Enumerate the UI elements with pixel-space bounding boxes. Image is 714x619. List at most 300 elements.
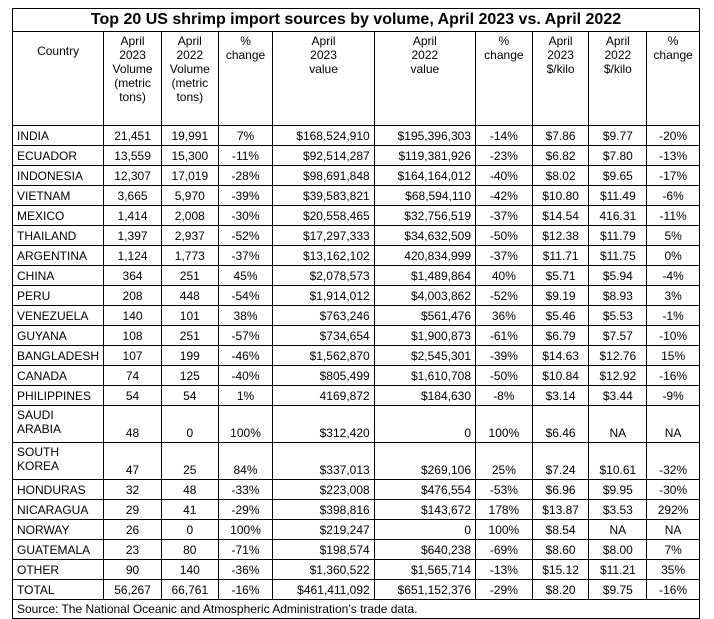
table-row <box>13 146 700 166</box>
volume-change-cell: -39% <box>218 186 273 206</box>
volume-2022-cell: 19,991 <box>161 126 218 146</box>
kilo-2022-cell: $10.61 <box>589 443 647 480</box>
value-change-cell: 178% <box>476 500 533 520</box>
header-kilo-2023 <box>532 32 589 126</box>
kilo-change-cell: 3% <box>647 286 700 306</box>
kilo-change-cell: 35% <box>647 560 700 580</box>
header-line: April <box>412 34 437 48</box>
kilo-2022-cell: $9.77 <box>589 126 647 146</box>
value-2023-cell: $1,914,012 <box>273 286 374 306</box>
volume-change-cell: 45% <box>218 266 273 286</box>
kilo-change-cell: 5% <box>647 226 700 246</box>
kilo-change-cell: -6% <box>647 186 700 206</box>
shrimp-import-table-container <box>12 8 700 619</box>
value-2023-cell: $337,013 <box>273 443 374 480</box>
country-name-line: MEXICO <box>17 208 65 223</box>
header-value-change <box>476 32 533 126</box>
value-change-cell: -61% <box>476 326 533 346</box>
kilo-2023-cell: $5.71 <box>532 266 589 286</box>
header-volume-change <box>218 32 273 126</box>
table-row <box>13 500 700 520</box>
value-2022-cell: $561,476 <box>374 306 475 326</box>
kilo-change-cell: -13% <box>647 146 700 166</box>
country-name-line: CANADA <box>17 368 68 383</box>
kilo-2023-cell: $14.63 <box>532 346 589 366</box>
table-row <box>13 326 700 346</box>
volume-2023-cell: 140 <box>104 306 162 326</box>
country-cell <box>13 306 104 326</box>
header-line: change <box>225 48 266 62</box>
table-row <box>13 126 700 146</box>
volume-2023-cell: 32 <box>104 480 162 500</box>
volume-change-cell: -40% <box>218 366 273 386</box>
kilo-2022-cell: $7.80 <box>589 146 647 166</box>
kilo-2022-cell: $12.92 <box>589 366 647 386</box>
volume-2022-cell: 25 <box>161 443 218 480</box>
value-2023-cell: $312,420 <box>273 406 374 443</box>
table-body <box>13 126 700 600</box>
volume-2022-cell: 125 <box>161 366 218 386</box>
value-change-cell: -40% <box>476 166 533 186</box>
value-2022-cell: $143,672 <box>374 500 475 520</box>
table-row <box>13 443 700 480</box>
value-2022-cell: $651,152,376 <box>374 580 475 600</box>
volume-change-cell: -29% <box>218 500 273 520</box>
shrimp-import-table <box>12 8 700 619</box>
volume-2023-cell: 47 <box>104 443 162 480</box>
country-cell <box>13 326 104 346</box>
header-line: April <box>605 34 630 48</box>
volume-2023-cell: 108 <box>104 326 162 346</box>
volume-2022-cell: 0 <box>161 406 218 443</box>
value-2023-cell: $39,583,821 <box>273 186 374 206</box>
country-cell <box>13 560 104 580</box>
value-change-cell: -50% <box>476 366 533 386</box>
value-change-cell: 100% <box>476 520 533 540</box>
volume-2022-cell: 15,300 <box>161 146 218 166</box>
value-2023-cell: $734,654 <box>273 326 374 346</box>
kilo-change-cell: -16% <box>647 366 700 386</box>
header-line: 2022 <box>411 48 439 62</box>
kilo-change-cell: -32% <box>647 443 700 480</box>
header-line: change <box>653 48 693 62</box>
value-2022-cell: $1,900,873 <box>374 326 475 346</box>
table-row <box>13 580 700 600</box>
value-change-cell: -53% <box>476 480 533 500</box>
volume-2022-cell: 448 <box>161 286 218 306</box>
volume-2023-cell: 90 <box>104 560 162 580</box>
header-line: April <box>177 34 202 48</box>
value-change-cell: -13% <box>476 560 533 580</box>
country-name-line: PHILIPPINES <box>17 388 92 403</box>
volume-2023-cell: 29 <box>104 500 162 520</box>
value-2022-cell: $1,565,714 <box>374 560 475 580</box>
country-name-line: INDONESIA <box>17 168 84 183</box>
table-row <box>13 206 700 226</box>
volume-2023-cell: 3,665 <box>104 186 162 206</box>
volume-2022-cell: 17,019 <box>161 166 218 186</box>
volume-change-cell: -71% <box>218 540 273 560</box>
volume-2022-cell: 2,008 <box>161 206 218 226</box>
header-kilo-2022 <box>589 32 647 126</box>
country-cell <box>13 500 104 520</box>
table-row <box>13 406 700 443</box>
country-name-line: NORWAY <box>17 522 70 537</box>
table-row <box>13 480 700 500</box>
kilo-change-cell: -1% <box>647 306 700 326</box>
header-line: 2022 <box>604 48 632 62</box>
value-2022-cell: $32,756,519 <box>374 206 475 226</box>
country-name-line: CHINA <box>17 268 55 283</box>
header-line: % <box>667 34 679 48</box>
kilo-2022-cell: $9.75 <box>589 580 647 600</box>
kilo-2022-cell: $11.79 <box>589 226 647 246</box>
volume-2023-cell: 1,124 <box>104 246 162 266</box>
kilo-2023-cell: $8.54 <box>532 520 589 540</box>
value-2022-cell: $4,003,862 <box>374 286 475 306</box>
volume-2022-cell: 199 <box>161 346 218 366</box>
volume-change-cell: -57% <box>218 326 273 346</box>
column-header-row <box>13 32 700 126</box>
kilo-2023-cell: $10.84 <box>532 366 589 386</box>
value-2023-cell: $223,008 <box>273 480 374 500</box>
header-country <box>13 32 104 126</box>
country-name-line: BANGLADESH <box>17 348 100 363</box>
kilo-2022-cell: NA <box>589 520 647 540</box>
kilo-change-cell: 7% <box>647 540 700 560</box>
country-cell <box>13 266 104 286</box>
volume-change-cell: 100% <box>218 520 273 540</box>
kilo-change-cell: -20% <box>647 126 700 146</box>
kilo-2023-cell: $8.02 <box>532 166 589 186</box>
table-row <box>13 166 700 186</box>
volume-change-cell: -33% <box>218 480 273 500</box>
kilo-2022-cell: $8.93 <box>589 286 647 306</box>
header-line: 2022 <box>176 48 204 62</box>
kilo-2022-cell: $8.00 <box>589 540 647 560</box>
header-line: Volume <box>169 62 210 76</box>
header-line: Country <box>37 44 80 58</box>
volume-2023-cell: 48 <box>104 406 162 443</box>
kilo-2023-cell: $6.96 <box>532 480 589 500</box>
volume-change-cell: -37% <box>218 246 273 266</box>
header-volume-2022 <box>161 32 218 126</box>
country-name-line: PERU <box>17 288 51 303</box>
value-2023-cell: $461,411,092 <box>273 580 374 600</box>
kilo-2023-cell: $15.12 <box>532 560 589 580</box>
country-name-line: ARABIA <box>17 422 62 436</box>
value-2023-cell: $2,078,573 <box>273 266 374 286</box>
header-line: 2023 <box>119 48 146 62</box>
header-kilo-change <box>647 32 700 126</box>
table-row <box>13 186 700 206</box>
volume-2022-cell: 54 <box>161 386 218 406</box>
country-cell <box>13 580 104 600</box>
value-2022-cell: $184,630 <box>374 386 475 406</box>
value-2023-cell: $98,691,848 <box>273 166 374 186</box>
table-row <box>13 246 700 266</box>
kilo-2023-cell: $8.20 <box>532 580 589 600</box>
volume-change-cell: -36% <box>218 560 273 580</box>
kilo-change-cell: 15% <box>647 346 700 366</box>
value-change-cell: -37% <box>476 246 533 266</box>
kilo-change-cell: -16% <box>647 580 700 600</box>
country-name-line: KOREA <box>17 459 60 473</box>
value-2022-cell: $195,396,303 <box>374 126 475 146</box>
value-2023-cell: $805,499 <box>273 366 374 386</box>
kilo-2023-cell: $3.14 <box>532 386 589 406</box>
header-line: (metric <box>114 76 151 90</box>
country-cell <box>13 480 104 500</box>
volume-change-cell: -16% <box>218 580 273 600</box>
value-change-cell: 25% <box>476 443 533 480</box>
country-cell <box>13 126 104 146</box>
volume-2022-cell: 251 <box>161 266 218 286</box>
kilo-change-cell: 292% <box>647 500 700 520</box>
header-line: April <box>120 34 145 48</box>
volume-2023-cell: 23 <box>104 540 162 560</box>
volume-2022-cell: 251 <box>161 326 218 346</box>
volume-2023-cell: 12,307 <box>104 166 162 186</box>
volume-2023-cell: 74 <box>104 366 162 386</box>
value-2023-cell: 4169,872 <box>273 386 374 406</box>
volume-2023-cell: 107 <box>104 346 162 366</box>
volume-2022-cell: 48 <box>161 480 218 500</box>
volume-2023-cell: 1,414 <box>104 206 162 226</box>
header-volume-2023 <box>104 32 162 126</box>
country-name-line: ARGENTINA <box>17 248 88 263</box>
value-2022-cell: $68,594,110 <box>374 186 475 206</box>
kilo-2023-cell: $13.87 <box>532 500 589 520</box>
header-value-2023 <box>273 32 374 126</box>
table-row <box>13 560 700 580</box>
country-name-line: HONDURAS <box>17 482 86 497</box>
kilo-2022-cell: $5.53 <box>589 306 647 326</box>
country-cell <box>13 246 104 266</box>
header-line: (metric <box>171 76 209 90</box>
volume-change-cell: 1% <box>218 386 273 406</box>
volume-change-cell: 7% <box>218 126 273 146</box>
kilo-2023-cell: $14.54 <box>532 206 589 226</box>
country-name-line: GUATEMALA <box>17 542 91 557</box>
volume-2022-cell: 101 <box>161 306 218 326</box>
volume-change-cell: -11% <box>218 146 273 166</box>
volume-2022-cell: 0 <box>161 520 218 540</box>
header-line: 2023 <box>547 48 574 62</box>
value-2022-cell: $2,545,301 <box>374 346 475 366</box>
kilo-2023-cell: $5.46 <box>532 306 589 326</box>
table-row <box>13 226 700 246</box>
kilo-2023-cell: $7.24 <box>532 443 589 480</box>
header-line: $/kilo <box>603 62 632 76</box>
country-cell <box>13 286 104 306</box>
volume-2022-cell: 66,761 <box>161 580 218 600</box>
value-2022-cell: $640,238 <box>374 540 475 560</box>
kilo-2023-cell: $10.80 <box>532 186 589 206</box>
value-change-cell: -39% <box>476 346 533 366</box>
kilo-2022-cell: $11.75 <box>589 246 647 266</box>
value-change-cell: -52% <box>476 286 533 306</box>
table-row <box>13 346 700 366</box>
header-line: April <box>311 34 336 48</box>
volume-change-cell: 38% <box>218 306 273 326</box>
table-row <box>13 266 700 286</box>
country-cell <box>13 406 104 443</box>
header-line: % <box>240 34 251 48</box>
value-2023-cell: $398,816 <box>273 500 374 520</box>
value-2022-cell: $119,381,926 <box>374 146 475 166</box>
table-row <box>13 386 700 406</box>
value-2023-cell: $20,558,465 <box>273 206 374 226</box>
country-name-line: SOUTH <box>17 445 59 459</box>
value-2023-cell: $1,562,870 <box>273 346 374 366</box>
value-2023-cell: $1,360,522 <box>273 560 374 580</box>
kilo-change-cell: 0% <box>647 246 700 266</box>
volume-2022-cell: 5,970 <box>161 186 218 206</box>
header-line: value <box>309 62 338 76</box>
country-cell <box>13 146 104 166</box>
kilo-2023-cell: $12.38 <box>532 226 589 246</box>
value-2022-cell: $476,554 <box>374 480 475 500</box>
kilo-change-cell: -30% <box>647 480 700 500</box>
country-name-line: GUYANA <box>17 328 67 343</box>
country-cell <box>13 346 104 366</box>
kilo-change-cell: -4% <box>647 266 700 286</box>
value-change-cell: -50% <box>476 226 533 246</box>
value-change-cell: -37% <box>476 206 533 226</box>
volume-change-cell: -52% <box>218 226 273 246</box>
value-2023-cell: $168,524,910 <box>273 126 374 146</box>
volume-2022-cell: 2,937 <box>161 226 218 246</box>
kilo-2022-cell: $7.57 <box>589 326 647 346</box>
kilo-change-cell: -17% <box>647 166 700 186</box>
header-line: tons) <box>176 90 204 104</box>
country-cell <box>13 520 104 540</box>
value-change-cell: -42% <box>476 186 533 206</box>
volume-2022-cell: 1,773 <box>161 246 218 266</box>
table-row <box>13 286 700 306</box>
kilo-2022-cell: $3.53 <box>589 500 647 520</box>
kilo-change-cell: -11% <box>647 206 700 226</box>
kilo-2022-cell: 416.31 <box>589 206 647 226</box>
table-row <box>13 540 700 560</box>
header-line: $/kilo <box>546 62 575 76</box>
value-2023-cell: $92,514,287 <box>273 146 374 166</box>
kilo-change-cell: NA <box>647 406 700 443</box>
volume-change-cell: -28% <box>218 166 273 186</box>
volume-2022-cell: 140 <box>161 560 218 580</box>
header-line: % <box>498 34 510 48</box>
volume-2023-cell: 56,267 <box>104 580 162 600</box>
country-name-line: TOTAL <box>17 582 55 597</box>
value-2023-cell: $17,297,333 <box>273 226 374 246</box>
header-line: tons) <box>119 90 146 104</box>
volume-2023-cell: 1,397 <box>104 226 162 246</box>
value-change-cell: 36% <box>476 306 533 326</box>
country-name-line: NICARAGUA <box>17 502 89 517</box>
kilo-2022-cell: $9.95 <box>589 480 647 500</box>
volume-change-cell: 84% <box>218 443 273 480</box>
table-row <box>13 306 700 326</box>
country-cell <box>13 226 104 246</box>
value-change-cell: -8% <box>476 386 533 406</box>
country-name-line: ECUADOR <box>17 148 78 163</box>
value-change-cell: -23% <box>476 146 533 166</box>
volume-2023-cell: 208 <box>104 286 162 306</box>
country-name-line: THAILAND <box>17 228 77 243</box>
value-2023-cell: $13,162,102 <box>273 246 374 266</box>
value-change-cell: 100% <box>476 406 533 443</box>
kilo-change-cell: -10% <box>647 326 700 346</box>
value-2023-cell: $198,574 <box>273 540 374 560</box>
country-name-line: VENEZUELA <box>17 308 89 323</box>
volume-change-cell: -46% <box>218 346 273 366</box>
country-name-line: INDIA <box>17 128 50 143</box>
value-2022-cell: $1,489,864 <box>374 266 475 286</box>
header-line: 2023 <box>310 48 337 62</box>
value-2023-cell: $219,247 <box>273 520 374 540</box>
table-row <box>13 366 700 386</box>
kilo-2023-cell: $6.46 <box>532 406 589 443</box>
country-name-line: SAUDI <box>17 408 54 422</box>
country-cell <box>13 540 104 560</box>
kilo-2022-cell: $9.65 <box>589 166 647 186</box>
value-2023-cell: $763,246 <box>273 306 374 326</box>
kilo-change-cell: -9% <box>647 386 700 406</box>
country-name-line: VIETNAM <box>17 188 71 203</box>
value-2022-cell: 0 <box>374 406 475 443</box>
header-value-2022 <box>374 32 475 126</box>
volume-change-cell: 100% <box>218 406 273 443</box>
country-cell <box>13 206 104 226</box>
value-2022-cell: $269,106 <box>374 443 475 480</box>
volume-2023-cell: 13,559 <box>104 146 162 166</box>
table-row <box>13 520 700 540</box>
value-2022-cell: $34,632,509 <box>374 226 475 246</box>
kilo-2023-cell: $7.86 <box>532 126 589 146</box>
kilo-2023-cell: $9.19 <box>532 286 589 306</box>
header-line: value <box>410 62 440 76</box>
country-cell <box>13 366 104 386</box>
table-title: Top 20 US shrimp import sources by volume, April 2023 vs. April 2022 <box>13 9 700 32</box>
country-cell <box>13 166 104 186</box>
volume-change-cell: -54% <box>218 286 273 306</box>
kilo-2022-cell: $3.44 <box>589 386 647 406</box>
value-change-cell: -14% <box>476 126 533 146</box>
volume-2022-cell: 80 <box>161 540 218 560</box>
kilo-2023-cell: $6.79 <box>532 326 589 346</box>
country-cell <box>13 443 104 480</box>
header-line: April <box>548 34 573 48</box>
volume-2023-cell: 364 <box>104 266 162 286</box>
volume-2022-cell: 41 <box>161 500 218 520</box>
kilo-2023-cell: $11.71 <box>532 246 589 266</box>
header-line: Volume <box>112 62 153 76</box>
volume-change-cell: -30% <box>218 206 273 226</box>
kilo-2023-cell: $6.82 <box>532 146 589 166</box>
volume-2023-cell: 21,451 <box>104 126 162 146</box>
kilo-2023-cell: $8.60 <box>532 540 589 560</box>
value-2022-cell: 0 <box>374 520 475 540</box>
country-cell <box>13 186 104 206</box>
kilo-2022-cell: $5.94 <box>589 266 647 286</box>
kilo-change-cell: NA <box>647 520 700 540</box>
value-change-cell: -29% <box>476 580 533 600</box>
country-name-line: OTHER <box>17 562 59 577</box>
kilo-2022-cell: $12.76 <box>589 346 647 366</box>
volume-2023-cell: 54 <box>104 386 162 406</box>
value-2022-cell: $164,164,012 <box>374 166 475 186</box>
